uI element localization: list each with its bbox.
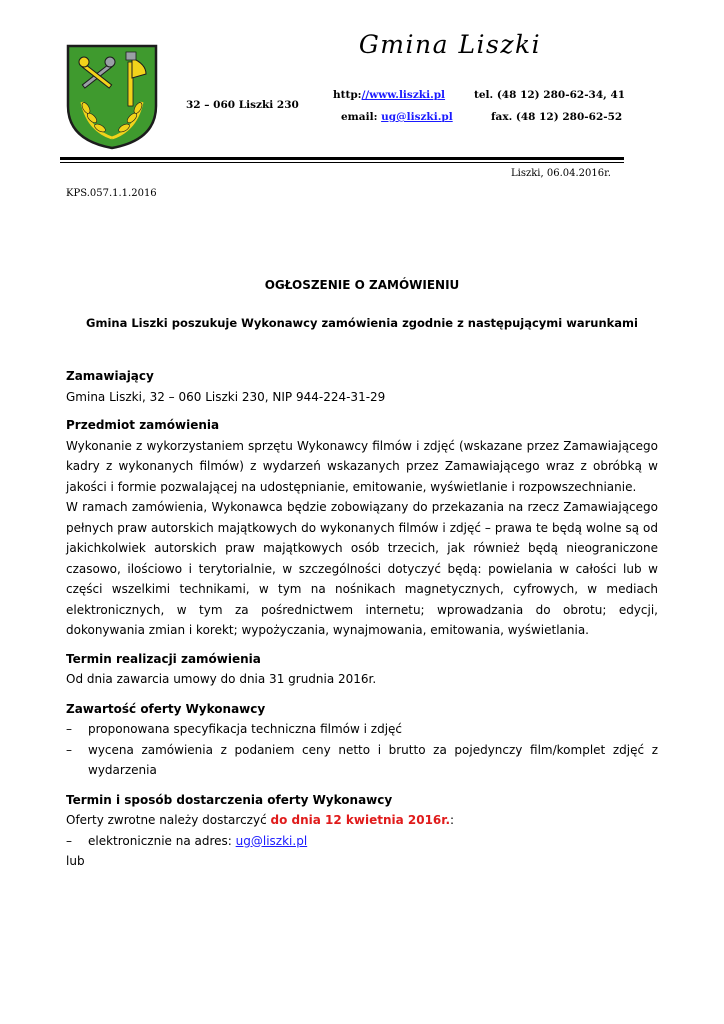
office-address: 32 – 060 Liszki 230 xyxy=(186,99,299,111)
or-text: lub xyxy=(66,854,85,868)
reference-number: KPS.057.1.1.2016 xyxy=(66,188,157,199)
list-item-text: proponowana specyfikacja techniczna filmów i zdjęć xyxy=(88,722,403,736)
document-body xyxy=(66,366,658,872)
section-heading-delivery: Termin i sposób dostarczenia oferty Wykonawcy xyxy=(66,792,393,807)
list-item-text: wycena zamówienia z podaniem ceny netto i brutto za pojedynczy film/komplet zdjęć z wydarzenia xyxy=(88,742,658,777)
email-line xyxy=(341,111,453,123)
section-heading-ordering-party: Zamawiający xyxy=(66,369,154,383)
website-prefix: http: xyxy=(333,89,362,101)
section-heading-term: Termin realizacji zamówienia xyxy=(66,651,261,666)
fax-number: fax. (48 12) 280-62-52 xyxy=(491,111,623,123)
document-title: OGŁOSZENIE O ZAMÓWIENIU xyxy=(264,278,460,292)
list-item xyxy=(66,740,658,781)
list-item xyxy=(66,719,658,740)
header-divider xyxy=(60,157,624,160)
delivery-email-link[interactable]: ug@liszki.pl xyxy=(235,833,308,848)
subject-paragraph-1: Wykonanie z wykorzystaniem sprzętu Wykonawcy filmów i zdjęć (wskazane przez Zamawiającego kadry z wykonanych filmów) z wydarzeń wskazanych przez Zamawiającego wraz z obróbką w jakości i formie pozwalającej na udostępnianie, emitowanie, wyświetlanie i rozpowszechnianie. xyxy=(66,438,658,494)
dash-bullet: – xyxy=(66,742,72,757)
document-subtitle: Gmina Liszki poszukuje Wykonawcy zamówienia zgodnie z następującymi warunkami xyxy=(86,316,638,330)
deadline-highlight: do dnia 12 kwietnia 2016r. xyxy=(270,813,451,827)
section-heading-subject: Przedmiot zamówienia xyxy=(66,418,220,432)
term-text: Od dnia zawarcia umowy do dnia 31 grudnia 2016r. xyxy=(66,672,377,686)
dash-bullet: – xyxy=(66,722,72,736)
delivery-text-after: : xyxy=(450,813,455,827)
subject-paragraph-2: W ramach zamówienia, Wykonawca będzie zobowiązany do przekazania na rzecz Zamawiającego pełnych praw autorskich majątkowych do wykonanych filmów i zdjęć – prawa te będą wolne są od jakichkolwiek autorskich praw majątkowych osób trzecich, jak również będą nieograniczone czasowo, ilościowo i terytorialnie, w szczególności dotyczyć będą: powielania w całości lub w części wszelkimi technikami, w tym na nośnikach magnetycznych, cyfrowych, w mediach elektronicznych, w tym za pośrednictwem internetu; wprowadzania do obrotu; edycji, dokonywania zmian i korekt; wypożyczania, wynajmowania, emitowania, wyświetlania. xyxy=(66,500,658,637)
ordering-party-text: Gmina Liszki, 32 – 060 Liszki 230, NIP 944-224-31-29 xyxy=(66,389,386,404)
electronic-label: elektronicznie na adres: xyxy=(88,833,236,848)
website-line xyxy=(333,89,445,101)
delivery-text xyxy=(66,810,658,831)
website-link[interactable]: //www.liszki.pl xyxy=(361,89,446,101)
dash-bullet: – xyxy=(66,833,72,848)
phone-number: tel. (48 12) 280-62-34, 41 xyxy=(474,89,626,101)
coat-of-arms-icon xyxy=(66,44,158,150)
section-heading-offer-content: Zawartość oferty Wykonawcy xyxy=(66,701,266,716)
email-link[interactable]: ug@liszki.pl xyxy=(381,111,453,123)
list-item xyxy=(66,831,658,852)
place-date: Liszki, 06.04.2016r. xyxy=(511,168,611,179)
email-prefix: email: xyxy=(341,111,382,123)
header-divider-thin xyxy=(60,162,624,163)
municipality-title: Gmina Liszki xyxy=(358,30,542,59)
delivery-text-before: Oferty zwrotne należy dostarczyć xyxy=(66,813,271,827)
